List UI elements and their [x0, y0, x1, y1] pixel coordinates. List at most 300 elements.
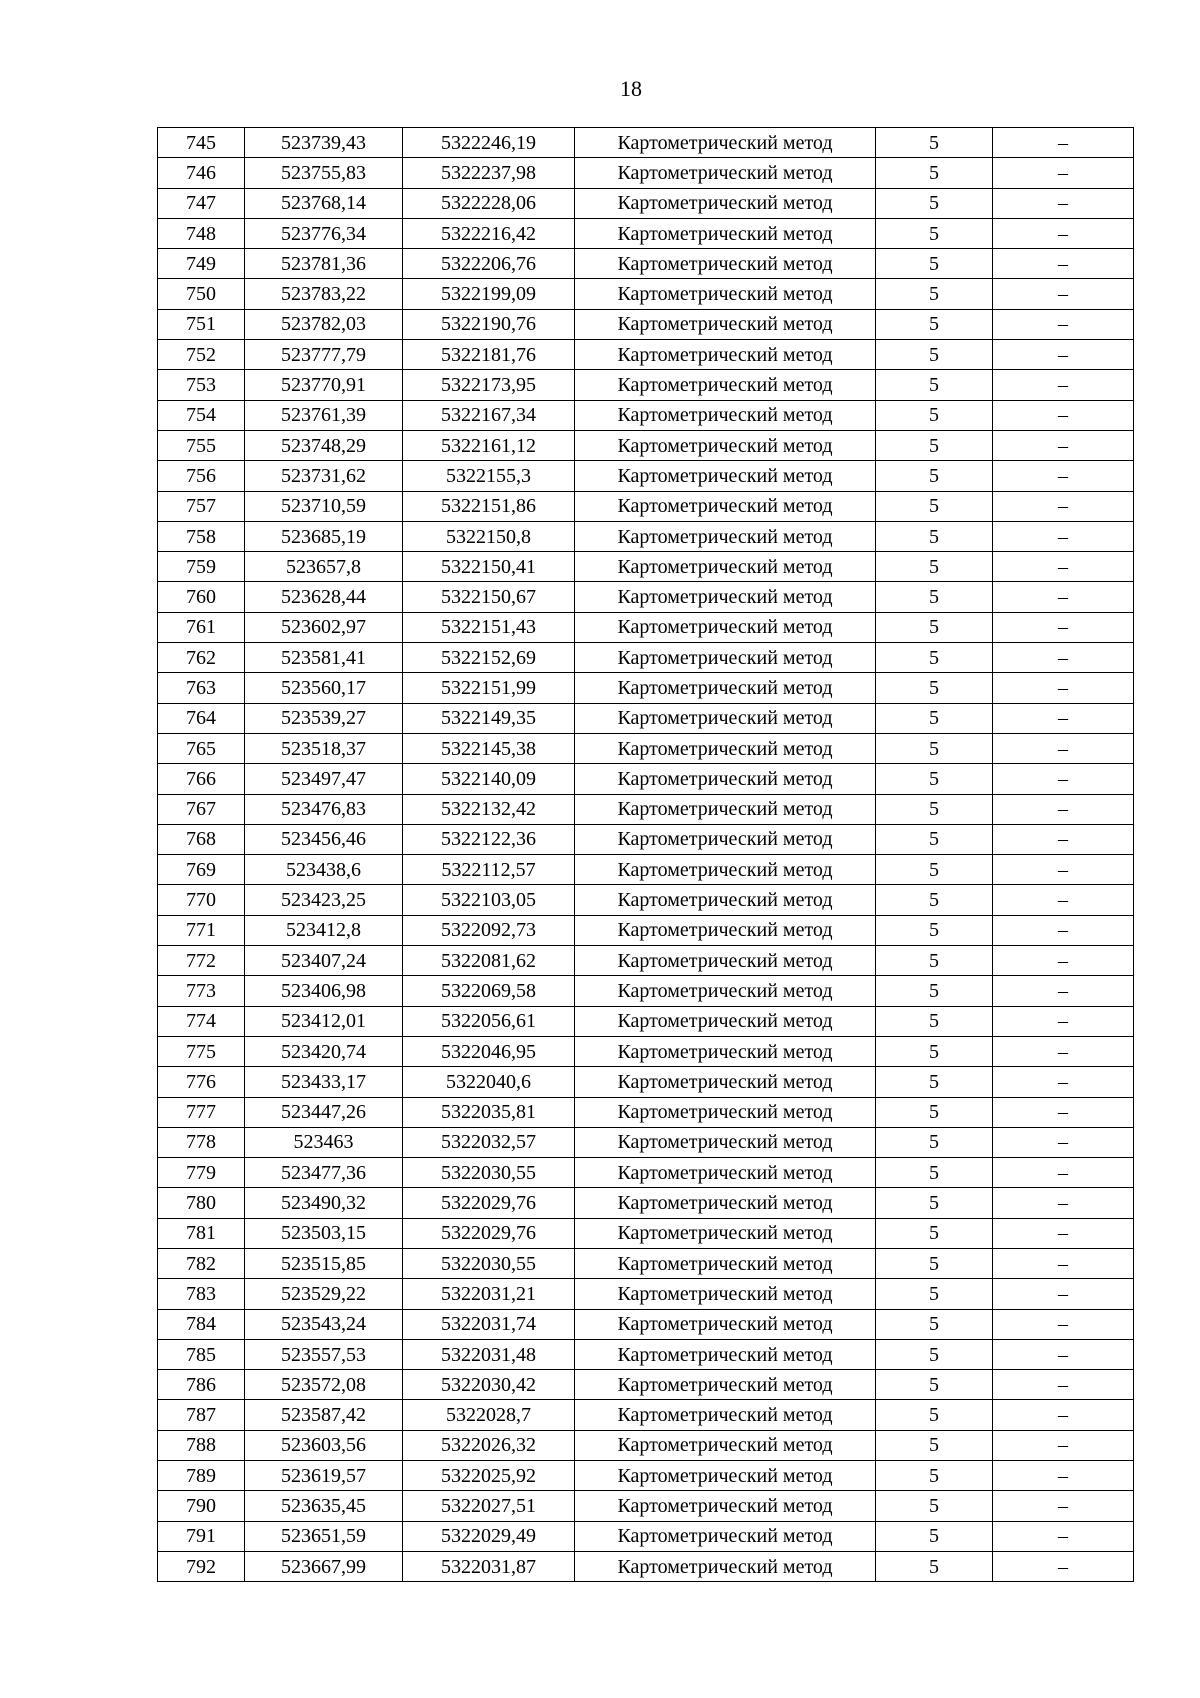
- y-coordinate-cell: 5322151,43: [403, 612, 575, 642]
- x-coordinate-cell: 523490,32: [245, 1188, 403, 1218]
- y-coordinate-cell: 5322173,95: [403, 370, 575, 400]
- accuracy-cell: 5: [876, 1430, 993, 1460]
- method-cell: Картометрический метод: [575, 582, 876, 612]
- note-cell: –: [993, 673, 1134, 703]
- table-row: [158, 1339, 1134, 1369]
- y-coordinate-cell: 5322028,7: [403, 1400, 575, 1430]
- table-row: [158, 764, 1134, 794]
- x-coordinate-cell: 523423,25: [245, 885, 403, 915]
- note-cell: –: [993, 1551, 1134, 1581]
- note-cell: –: [993, 249, 1134, 279]
- x-coordinate-cell: 523412,01: [245, 1006, 403, 1036]
- table-row: [158, 1279, 1134, 1309]
- accuracy-cell: 5: [876, 1461, 993, 1491]
- note-cell: –: [993, 1279, 1134, 1309]
- page-number: 18: [620, 76, 642, 101]
- method-cell: Картометрический метод: [575, 158, 876, 188]
- y-coordinate-cell: 5322140,09: [403, 764, 575, 794]
- y-coordinate-cell: 5322155,3: [403, 461, 575, 491]
- method-cell: Картометрический метод: [575, 612, 876, 642]
- x-coordinate-cell: 523438,6: [245, 855, 403, 885]
- method-cell: Картометрический метод: [575, 1158, 876, 1188]
- x-coordinate-cell: 523543,24: [245, 1309, 403, 1339]
- y-coordinate-cell: 5322112,57: [403, 855, 575, 885]
- method-cell: Картометрический метод: [575, 673, 876, 703]
- y-coordinate-cell: 5322031,74: [403, 1309, 575, 1339]
- y-coordinate-cell: 5322027,51: [403, 1491, 575, 1521]
- point-number-cell: 753: [158, 370, 245, 400]
- x-coordinate-cell: 523518,37: [245, 733, 403, 763]
- table-row: [158, 1006, 1134, 1036]
- note-cell: –: [993, 370, 1134, 400]
- method-cell: Картометрический метод: [575, 1127, 876, 1157]
- table-row: [158, 552, 1134, 582]
- note-cell: –: [993, 946, 1134, 976]
- method-cell: Картометрический метод: [575, 1006, 876, 1036]
- method-cell: Картометрический метод: [575, 1521, 876, 1551]
- y-coordinate-cell: 5322161,12: [403, 430, 575, 460]
- y-coordinate-cell: 5322029,49: [403, 1521, 575, 1551]
- accuracy-cell: 5: [876, 1097, 993, 1127]
- y-coordinate-cell: 5322206,76: [403, 249, 575, 279]
- x-coordinate-cell: 523581,41: [245, 643, 403, 673]
- method-cell: Картометрический метод: [575, 1248, 876, 1278]
- method-cell: Картометрический метод: [575, 733, 876, 763]
- y-coordinate-cell: 5322145,38: [403, 733, 575, 763]
- point-number-cell: 750: [158, 279, 245, 309]
- x-coordinate-cell: 523557,53: [245, 1339, 403, 1369]
- accuracy-cell: 5: [876, 249, 993, 279]
- note-cell: –: [993, 521, 1134, 551]
- point-number-cell: 766: [158, 764, 245, 794]
- accuracy-cell: 5: [876, 279, 993, 309]
- point-number-cell: 752: [158, 340, 245, 370]
- note-cell: –: [993, 1067, 1134, 1097]
- point-number-cell: 772: [158, 946, 245, 976]
- accuracy-cell: 5: [876, 1127, 993, 1157]
- x-coordinate-cell: 523447,26: [245, 1097, 403, 1127]
- method-cell: Картометрический метод: [575, 128, 876, 158]
- table-row: [158, 582, 1134, 612]
- accuracy-cell: 5: [876, 521, 993, 551]
- x-coordinate-cell: 523497,47: [245, 764, 403, 794]
- table-row: [158, 946, 1134, 976]
- x-coordinate-cell: 523710,59: [245, 491, 403, 521]
- method-cell: Картометрический метод: [575, 340, 876, 370]
- y-coordinate-cell: 5322029,76: [403, 1218, 575, 1248]
- table-row: [158, 461, 1134, 491]
- y-coordinate-cell: 5322150,41: [403, 552, 575, 582]
- method-cell: Картометрический метод: [575, 1218, 876, 1248]
- note-cell: –: [993, 1521, 1134, 1551]
- point-number-cell: 790: [158, 1491, 245, 1521]
- accuracy-cell: 5: [876, 673, 993, 703]
- accuracy-cell: 5: [876, 1521, 993, 1551]
- x-coordinate-cell: 523463: [245, 1127, 403, 1157]
- table-row: [158, 128, 1134, 158]
- table-row: [158, 1461, 1134, 1491]
- method-cell: Картометрический метод: [575, 521, 876, 551]
- x-coordinate-cell: 523755,83: [245, 158, 403, 188]
- x-coordinate-cell: 523529,22: [245, 1279, 403, 1309]
- x-coordinate-cell: 523748,29: [245, 430, 403, 460]
- x-coordinate-cell: 523667,99: [245, 1551, 403, 1581]
- note-cell: –: [993, 1309, 1134, 1339]
- x-coordinate-cell: 523515,85: [245, 1248, 403, 1278]
- y-coordinate-cell: 5322081,62: [403, 946, 575, 976]
- accuracy-cell: 5: [876, 915, 993, 945]
- table-row: [158, 703, 1134, 733]
- method-cell: Картометрический метод: [575, 1279, 876, 1309]
- table-row: [158, 1188, 1134, 1218]
- note-cell: –: [993, 703, 1134, 733]
- table-row: [158, 673, 1134, 703]
- table-row: [158, 1400, 1134, 1430]
- x-coordinate-cell: 523619,57: [245, 1461, 403, 1491]
- table-row: [158, 400, 1134, 430]
- note-cell: –: [993, 733, 1134, 763]
- y-coordinate-cell: 5322056,61: [403, 1006, 575, 1036]
- method-cell: Картометрический метод: [575, 1461, 876, 1491]
- y-coordinate-cell: 5322029,76: [403, 1188, 575, 1218]
- point-number-cell: 755: [158, 430, 245, 460]
- table-row: [158, 643, 1134, 673]
- point-number-cell: 757: [158, 491, 245, 521]
- y-coordinate-cell: 5322216,42: [403, 218, 575, 248]
- point-number-cell: 754: [158, 400, 245, 430]
- accuracy-cell: 5: [876, 794, 993, 824]
- method-cell: Картометрический метод: [575, 1097, 876, 1127]
- accuracy-cell: 5: [876, 824, 993, 854]
- point-number-cell: 759: [158, 552, 245, 582]
- accuracy-cell: 5: [876, 643, 993, 673]
- y-coordinate-cell: 5322152,69: [403, 643, 575, 673]
- x-coordinate-cell: 523783,22: [245, 279, 403, 309]
- note-cell: –: [993, 582, 1134, 612]
- method-cell: Картометрический метод: [575, 249, 876, 279]
- point-number-cell: 773: [158, 976, 245, 1006]
- method-cell: Картометрический метод: [575, 976, 876, 1006]
- table-row: [158, 1370, 1134, 1400]
- point-number-cell: 756: [158, 461, 245, 491]
- accuracy-cell: 5: [876, 430, 993, 460]
- method-cell: Картометрический метод: [575, 1430, 876, 1460]
- accuracy-cell: 5: [876, 400, 993, 430]
- x-coordinate-cell: 523406,98: [245, 976, 403, 1006]
- table-row: [158, 158, 1134, 188]
- y-coordinate-cell: 5322046,95: [403, 1036, 575, 1066]
- point-number-cell: 765: [158, 733, 245, 763]
- note-cell: –: [993, 1461, 1134, 1491]
- accuracy-cell: 5: [876, 1036, 993, 1066]
- point-number-cell: 786: [158, 1370, 245, 1400]
- table-row: [158, 279, 1134, 309]
- note-cell: –: [993, 158, 1134, 188]
- point-number-cell: 769: [158, 855, 245, 885]
- y-coordinate-cell: 5322035,81: [403, 1097, 575, 1127]
- point-number-cell: 748: [158, 218, 245, 248]
- y-coordinate-cell: 5322149,35: [403, 703, 575, 733]
- method-cell: Картометрический метод: [575, 309, 876, 339]
- y-coordinate-cell: 5322030,55: [403, 1158, 575, 1188]
- x-coordinate-cell: 523602,97: [245, 612, 403, 642]
- x-coordinate-cell: 523739,43: [245, 128, 403, 158]
- method-cell: Картометрический метод: [575, 400, 876, 430]
- y-coordinate-cell: 5322199,09: [403, 279, 575, 309]
- y-coordinate-cell: 5322030,55: [403, 1248, 575, 1278]
- accuracy-cell: 5: [876, 885, 993, 915]
- y-coordinate-cell: 5322030,42: [403, 1370, 575, 1400]
- note-cell: –: [993, 794, 1134, 824]
- table-row: [158, 733, 1134, 763]
- accuracy-cell: 5: [876, 764, 993, 794]
- point-number-cell: 747: [158, 188, 245, 218]
- point-number-cell: 774: [158, 1006, 245, 1036]
- accuracy-cell: 5: [876, 1551, 993, 1581]
- x-coordinate-cell: 523731,62: [245, 461, 403, 491]
- note-cell: –: [993, 885, 1134, 915]
- accuracy-cell: 5: [876, 491, 993, 521]
- point-number-cell: 775: [158, 1036, 245, 1066]
- point-number-cell: 778: [158, 1127, 245, 1157]
- point-number-cell: 791: [158, 1521, 245, 1551]
- x-coordinate-cell: 523777,79: [245, 340, 403, 370]
- accuracy-cell: 5: [876, 128, 993, 158]
- table-row: [158, 1430, 1134, 1460]
- note-cell: –: [993, 1097, 1134, 1127]
- x-coordinate-cell: 523476,83: [245, 794, 403, 824]
- x-coordinate-cell: 523628,44: [245, 582, 403, 612]
- point-number-cell: 782: [158, 1248, 245, 1278]
- accuracy-cell: 5: [876, 370, 993, 400]
- table-row: [158, 1067, 1134, 1097]
- note-cell: –: [993, 1430, 1134, 1460]
- method-cell: Картометрический метод: [575, 764, 876, 794]
- note-cell: –: [993, 461, 1134, 491]
- table-row: [158, 1218, 1134, 1248]
- x-coordinate-cell: 523770,91: [245, 370, 403, 400]
- note-cell: –: [993, 1218, 1134, 1248]
- note-cell: –: [993, 915, 1134, 945]
- table-row: [158, 1036, 1134, 1066]
- method-cell: Картометрический метод: [575, 1339, 876, 1369]
- method-cell: Картометрический метод: [575, 794, 876, 824]
- x-coordinate-cell: 523603,56: [245, 1430, 403, 1460]
- table-row: [158, 1551, 1134, 1581]
- accuracy-cell: 5: [876, 218, 993, 248]
- method-cell: Картометрический метод: [575, 855, 876, 885]
- method-cell: Картометрический метод: [575, 643, 876, 673]
- point-number-cell: 746: [158, 158, 245, 188]
- note-cell: –: [993, 218, 1134, 248]
- note-cell: –: [993, 430, 1134, 460]
- x-coordinate-cell: 523761,39: [245, 400, 403, 430]
- y-coordinate-cell: 5322132,42: [403, 794, 575, 824]
- note-cell: –: [993, 340, 1134, 370]
- point-number-cell: 764: [158, 703, 245, 733]
- point-number-cell: 770: [158, 885, 245, 915]
- accuracy-cell: 5: [876, 1370, 993, 1400]
- note-cell: –: [993, 824, 1134, 854]
- method-cell: Картометрический метод: [575, 1036, 876, 1066]
- y-coordinate-cell: 5322167,34: [403, 400, 575, 430]
- point-number-cell: 751: [158, 309, 245, 339]
- table-row: [158, 309, 1134, 339]
- table-row: [158, 370, 1134, 400]
- point-number-cell: 788: [158, 1430, 245, 1460]
- x-coordinate-cell: 523768,14: [245, 188, 403, 218]
- method-cell: Картометрический метод: [575, 1188, 876, 1218]
- coordinates-table-body: [158, 128, 1134, 1582]
- y-coordinate-cell: 5322103,05: [403, 885, 575, 915]
- y-coordinate-cell: 5322181,76: [403, 340, 575, 370]
- point-number-cell: 767: [158, 794, 245, 824]
- method-cell: Картометрический метод: [575, 370, 876, 400]
- table-row: [158, 976, 1134, 1006]
- y-coordinate-cell: 5322025,92: [403, 1461, 575, 1491]
- y-coordinate-cell: 5322122,36: [403, 824, 575, 854]
- x-coordinate-cell: 523782,03: [245, 309, 403, 339]
- x-coordinate-cell: 523456,46: [245, 824, 403, 854]
- table-row: [158, 1521, 1134, 1551]
- point-number-cell: 785: [158, 1339, 245, 1369]
- accuracy-cell: 5: [876, 340, 993, 370]
- point-number-cell: 758: [158, 521, 245, 551]
- table-row: [158, 340, 1134, 370]
- table-row: [158, 1127, 1134, 1157]
- accuracy-cell: 5: [876, 309, 993, 339]
- y-coordinate-cell: 5322031,21: [403, 1279, 575, 1309]
- note-cell: –: [993, 309, 1134, 339]
- point-number-cell: 783: [158, 1279, 245, 1309]
- point-number-cell: 781: [158, 1218, 245, 1248]
- table-row: [158, 249, 1134, 279]
- note-cell: –: [993, 279, 1134, 309]
- point-number-cell: 787: [158, 1400, 245, 1430]
- x-coordinate-cell: 523477,36: [245, 1158, 403, 1188]
- accuracy-cell: 5: [876, 582, 993, 612]
- method-cell: Картометрический метод: [575, 915, 876, 945]
- note-cell: –: [993, 976, 1134, 1006]
- note-cell: –: [993, 1188, 1134, 1218]
- accuracy-cell: 5: [876, 946, 993, 976]
- accuracy-cell: 5: [876, 1339, 993, 1369]
- point-number-cell: 777: [158, 1097, 245, 1127]
- y-coordinate-cell: 5322151,99: [403, 673, 575, 703]
- table-row: [158, 1097, 1134, 1127]
- y-coordinate-cell: 5322228,06: [403, 188, 575, 218]
- y-coordinate-cell: 5322040,6: [403, 1067, 575, 1097]
- method-cell: Картометрический метод: [575, 461, 876, 491]
- table-row: [158, 521, 1134, 551]
- table-row: [158, 1158, 1134, 1188]
- y-coordinate-cell: 5322237,98: [403, 158, 575, 188]
- x-coordinate-cell: 523420,74: [245, 1036, 403, 1066]
- x-coordinate-cell: 523781,36: [245, 249, 403, 279]
- note-cell: –: [993, 1400, 1134, 1430]
- x-coordinate-cell: 523651,59: [245, 1521, 403, 1551]
- point-number-cell: 776: [158, 1067, 245, 1097]
- table-row: [158, 1248, 1134, 1278]
- accuracy-cell: 5: [876, 703, 993, 733]
- point-number-cell: 779: [158, 1158, 245, 1188]
- table-row: [158, 885, 1134, 915]
- accuracy-cell: 5: [876, 1006, 993, 1036]
- table-row: [158, 218, 1134, 248]
- note-cell: –: [993, 1248, 1134, 1278]
- accuracy-cell: 5: [876, 855, 993, 885]
- table-row: [158, 794, 1134, 824]
- method-cell: Картометрический метод: [575, 430, 876, 460]
- note-cell: –: [993, 552, 1134, 582]
- note-cell: –: [993, 188, 1134, 218]
- x-coordinate-cell: 523560,17: [245, 673, 403, 703]
- note-cell: –: [993, 1006, 1134, 1036]
- method-cell: Картометрический метод: [575, 279, 876, 309]
- y-coordinate-cell: 5322031,87: [403, 1551, 575, 1581]
- table-row: [158, 612, 1134, 642]
- method-cell: Картометрический метод: [575, 885, 876, 915]
- method-cell: Картометрический метод: [575, 218, 876, 248]
- method-cell: Картометрический метод: [575, 703, 876, 733]
- y-coordinate-cell: 5322150,67: [403, 582, 575, 612]
- method-cell: Картометрический метод: [575, 188, 876, 218]
- x-coordinate-cell: 523776,34: [245, 218, 403, 248]
- y-coordinate-cell: 5322190,76: [403, 309, 575, 339]
- note-cell: –: [993, 128, 1134, 158]
- table-row: [158, 1309, 1134, 1339]
- point-number-cell: 780: [158, 1188, 245, 1218]
- coordinates-table: [157, 127, 1134, 1582]
- note-cell: –: [993, 1158, 1134, 1188]
- y-coordinate-cell: 5322026,32: [403, 1430, 575, 1460]
- method-cell: Картометрический метод: [575, 1491, 876, 1521]
- point-number-cell: 784: [158, 1309, 245, 1339]
- x-coordinate-cell: 523635,45: [245, 1491, 403, 1521]
- accuracy-cell: 5: [876, 1248, 993, 1278]
- note-cell: –: [993, 1491, 1134, 1521]
- table-row: [158, 915, 1134, 945]
- accuracy-cell: 5: [876, 1067, 993, 1097]
- y-coordinate-cell: 5322031,48: [403, 1339, 575, 1369]
- accuracy-cell: 5: [876, 1188, 993, 1218]
- y-coordinate-cell: 5322069,58: [403, 976, 575, 1006]
- x-coordinate-cell: 523412,8: [245, 915, 403, 945]
- note-cell: –: [993, 643, 1134, 673]
- method-cell: Картометрический метод: [575, 491, 876, 521]
- x-coordinate-cell: 523503,15: [245, 1218, 403, 1248]
- x-coordinate-cell: 523539,27: [245, 703, 403, 733]
- y-coordinate-cell: 5322032,57: [403, 1127, 575, 1157]
- note-cell: –: [993, 764, 1134, 794]
- note-cell: –: [993, 612, 1134, 642]
- accuracy-cell: 5: [876, 188, 993, 218]
- method-cell: Картометрический метод: [575, 1309, 876, 1339]
- accuracy-cell: 5: [876, 1400, 993, 1430]
- point-number-cell: 771: [158, 915, 245, 945]
- accuracy-cell: 5: [876, 612, 993, 642]
- point-number-cell: 762: [158, 643, 245, 673]
- point-number-cell: 768: [158, 824, 245, 854]
- x-coordinate-cell: 523685,19: [245, 521, 403, 551]
- note-cell: –: [993, 400, 1134, 430]
- table-row: [158, 188, 1134, 218]
- method-cell: Картометрический метод: [575, 1551, 876, 1581]
- accuracy-cell: 5: [876, 552, 993, 582]
- point-number-cell: 760: [158, 582, 245, 612]
- table-row: [158, 855, 1134, 885]
- method-cell: Картометрический метод: [575, 552, 876, 582]
